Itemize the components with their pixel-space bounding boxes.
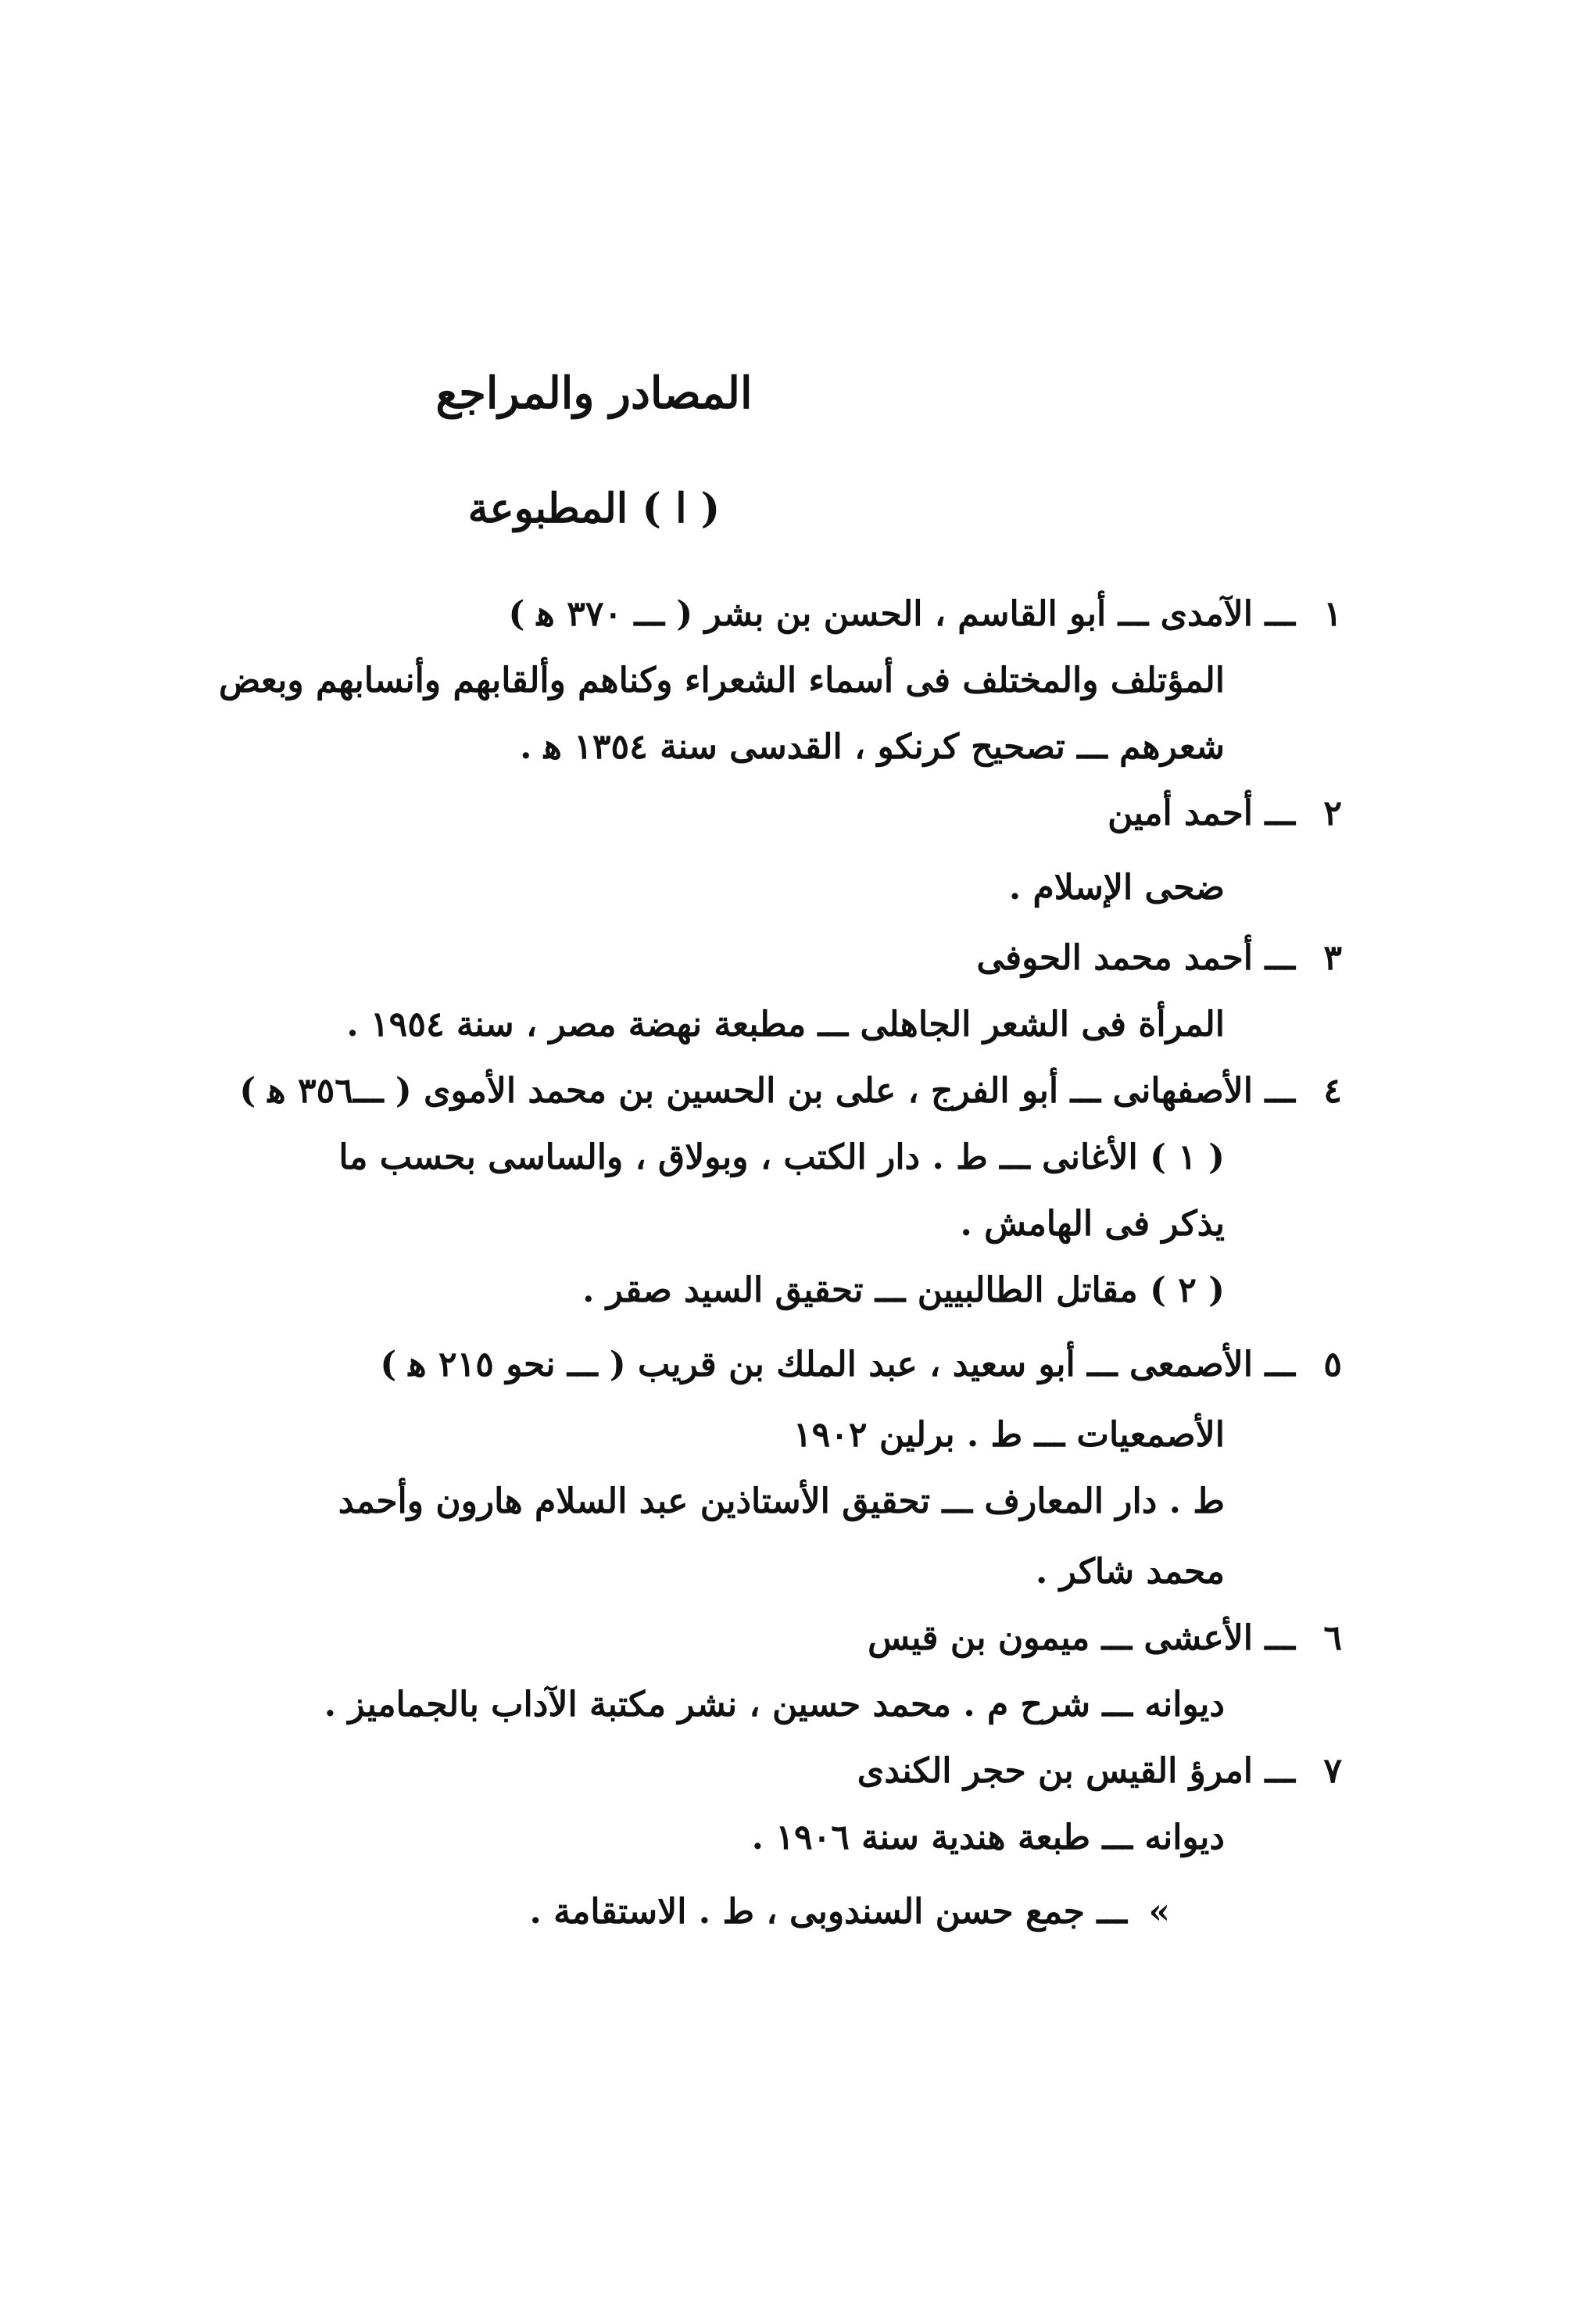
entry-7-line-2: ـــ جمع حسن السندوبى ، ط . الاستقامة . <box>529 1892 1127 1932</box>
page-title: المصادر والمراجع <box>435 367 753 419</box>
entry-5-line-3: محمد شاكر . <box>1036 1552 1225 1592</box>
entry-7-number: ٧ <box>1323 1751 1342 1791</box>
entry-3-line-1: المرأة فى الشعر الجاهلى ـــ مطبعة نهضة مصر ، سنة ١٩٥٤ . <box>346 1005 1225 1044</box>
entry-4-author: ـــ الأصفهانى ـــ أبو الفرج ، على بن الحسين بن محمد الأموى ( ـــ٣٥٦ ﻫ ) <box>239 1071 1295 1111</box>
entry-6-line-1: ديوانه ـــ شرح م . محمد حسين ، نشر مكتبة الآداب بالجماميز . <box>324 1685 1225 1725</box>
entry-4-line-2: يذكر فى الهامش . <box>960 1204 1225 1244</box>
entry-1-number: ١ <box>1323 594 1342 634</box>
entry-2-line-1: ضحى الإسلام . <box>1008 868 1225 908</box>
entry-2-number: ٢ <box>1323 793 1342 833</box>
entry-1-author: ـــ الآمدى ـــ أبو القاسم ، الحسن بن بشر ( ـــ ٣٧٠ ﻫ ) <box>508 594 1295 634</box>
section-title: ( ا ) المطبوعة <box>467 485 721 532</box>
entry-4-line-1: ( ١ ) الأغانى ـــ ط . دار الكتب ، وبولاق ، والساسى بحسب ما <box>338 1137 1225 1177</box>
entry-6-number: ٦ <box>1323 1618 1342 1658</box>
entry-3-number: ٣ <box>1323 938 1342 978</box>
entry-1-line-1: المؤتلف والمختلف فى أسماء الشعراء وكناهم وألقابهم وأنسابهم وبعض <box>219 661 1225 700</box>
entry-3-author: ـــ أحمد محمد الحوفى <box>976 938 1295 978</box>
entry-6-author: ـــ الأعشى ـــ ميمون بن قيس <box>868 1618 1295 1658</box>
entry-5-line-2: ط . دار المعارف ـــ تحقيق الأستاذين عبد السلام هارون وأحمد <box>338 1481 1225 1521</box>
entry-5-line-1: الأصمعيات ـــ ط . برلين ١٩٠٢ <box>793 1415 1225 1455</box>
entry-4-number: ٤ <box>1323 1071 1342 1111</box>
entry-5-number: ٥ <box>1323 1345 1342 1384</box>
entry-7-line-1: ديوانه ـــ طبعة هندية سنة ١٩٠٦ . <box>751 1818 1225 1857</box>
entry-7-author: ـــ امرؤ القيس بن حجر الكندى <box>857 1751 1295 1791</box>
entry-1-line-2: شعرهم ـــ تصحيح كرنكو ، القدسى سنة ١٣٥٤ ﻫ . <box>520 727 1225 767</box>
entry-4-line-3: ( ٢ ) مقاتل الطالبيين ـــ تحقيق السيد صقر . <box>582 1270 1225 1310</box>
entry-7-sub-marker: » <box>1148 1892 1170 1932</box>
entry-5-author: ـــ الأصمعى ـــ أبو سعيد ، عبد الملك بن قريب ( ـــ نحو ٢١٥ ﻫ ) <box>380 1345 1295 1384</box>
entry-2-author: ـــ أحمد أمين <box>1108 793 1295 833</box>
